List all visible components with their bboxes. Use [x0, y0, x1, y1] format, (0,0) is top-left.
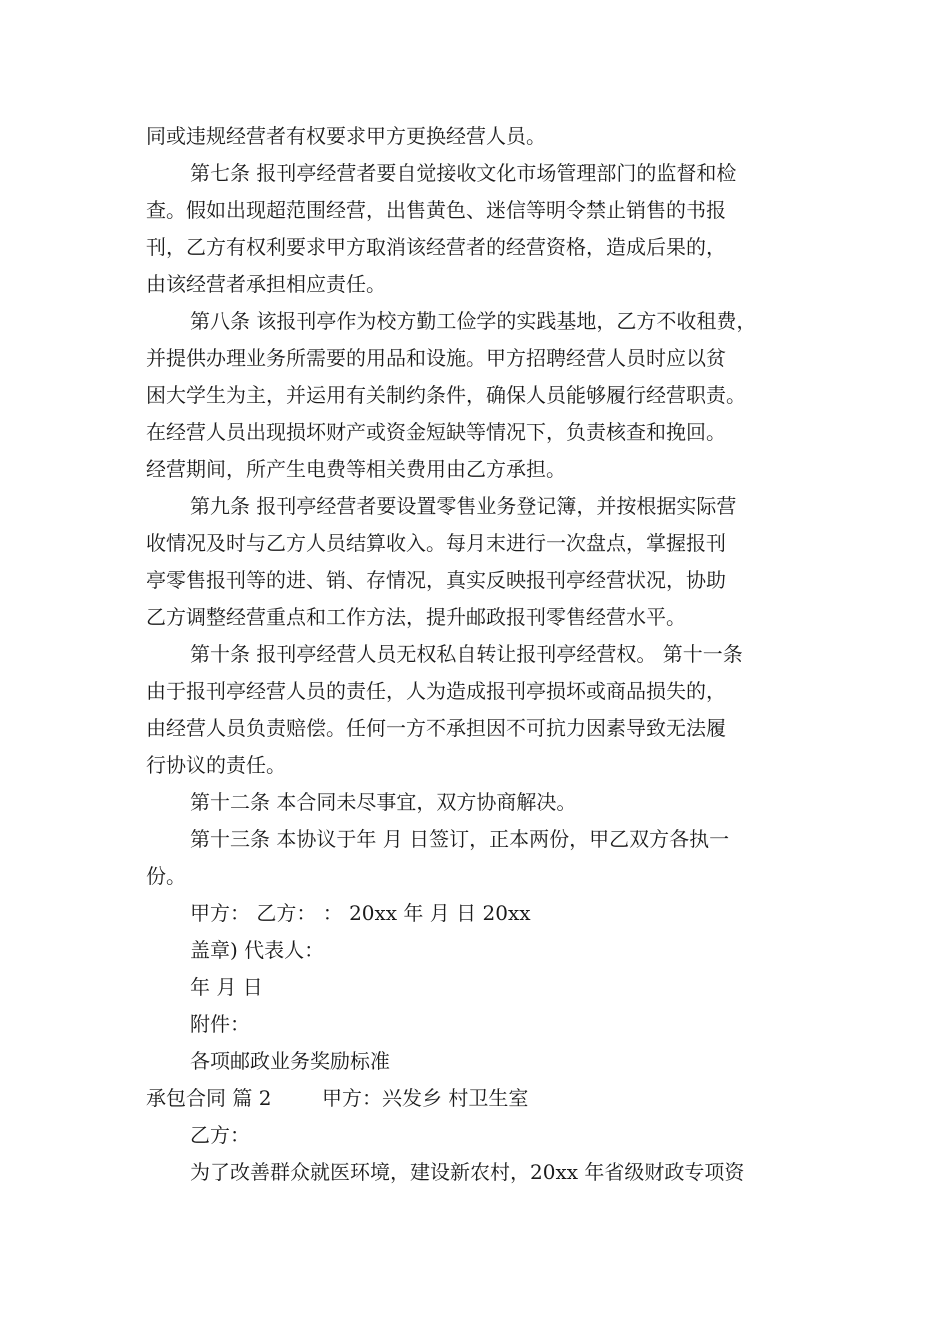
article-12: 第十二条 本合同未尽事宜，双方协商解决。: [190, 790, 577, 814]
article-9: 第九条 报刊亭经营者要设置零售业务登记簿，并按根据实际营: [190, 494, 737, 518]
article-7: 第七条 报刊亭经营者要自觉接收文化市场管理部门的监督和检: [190, 161, 737, 185]
text-line: 查。假如出现超范围经营，出售黄色、迷信等明令禁止销售的书报: [146, 198, 726, 222]
text-line: 行协议的责任。: [146, 753, 286, 777]
text-line: 并提供办理业务所需要的用品和设施。甲方招聘经营人员时应以贫: [146, 346, 726, 370]
article-13: 第十三条 本协议于年 月 日签订，正本两份，甲乙双方各执一: [190, 827, 730, 851]
section-2-party-a: 甲方：兴发乡 村卫生室: [322, 1086, 529, 1110]
section-2-title: 承包合同 篇 2: [146, 1086, 272, 1110]
document-body: [146, 118, 816, 1191]
text-line: 亭零售报刊等的进、销、存情况，真实反映报刊亭经营状况，协助: [146, 568, 726, 592]
article-10: 第十条 报刊亭经营人员无权私自转让报刊亭经营权。 第十一条: [190, 642, 743, 666]
text-line: 在经营人员出现损坏财产或资金短缺等情况下，负责核查和挽回。: [146, 420, 726, 444]
text-line: 由于报刊亭经营人员的责任，人为造成报刊亭损坏或商品损失的，: [146, 679, 726, 703]
text-line: 刊，乙方有权利要求甲方取消该经营者的经营资格，造成后果的，: [146, 235, 726, 259]
signature-parties: 甲方： 乙方： ： 20xx 年 月 日 20xx: [190, 901, 531, 925]
text-line: 由经营人员负责赔偿。任何一方不承担因不可抗力因素导致无法履: [146, 716, 726, 740]
attachment-label: 附件：: [190, 1012, 250, 1036]
text-line: 份。: [146, 864, 186, 888]
text-line: 经营期间，所产生电费等相关费用由乙方承担。: [146, 457, 566, 481]
section-2-heading: [146, 1080, 816, 1117]
text-line: 困大学生为主，并运用有关制约条件，确保人员能够履行经营职责。: [146, 383, 746, 407]
text-line: 乙方调整经营重点和工作方法，提升邮政报刊零售经营水平。: [146, 605, 686, 629]
seal-representative: 盖章) 代表人：: [190, 938, 325, 962]
signature-date: 年 月 日: [190, 975, 263, 999]
text-line: 由该经营者承担相应责任。: [146, 272, 386, 296]
attachment-title: 各项邮政业务奖励标准: [190, 1049, 390, 1073]
section-2-party-b: 乙方：: [190, 1123, 250, 1147]
text-line: 收情况及时与乙方人员结算收入。每月末进行一次盘点，掌握报刊: [146, 531, 726, 555]
section-2-first-line: 为了改善群众就医环境，建设新农村，20xx 年省级财政专项资: [190, 1160, 745, 1184]
article-8: 第八条 该报刊亭作为校方勤工俭学的实践基地，乙方不收租费，: [190, 309, 757, 333]
text-line: 同或违规经营者有权要求甲方更换经营人员。: [146, 124, 546, 148]
